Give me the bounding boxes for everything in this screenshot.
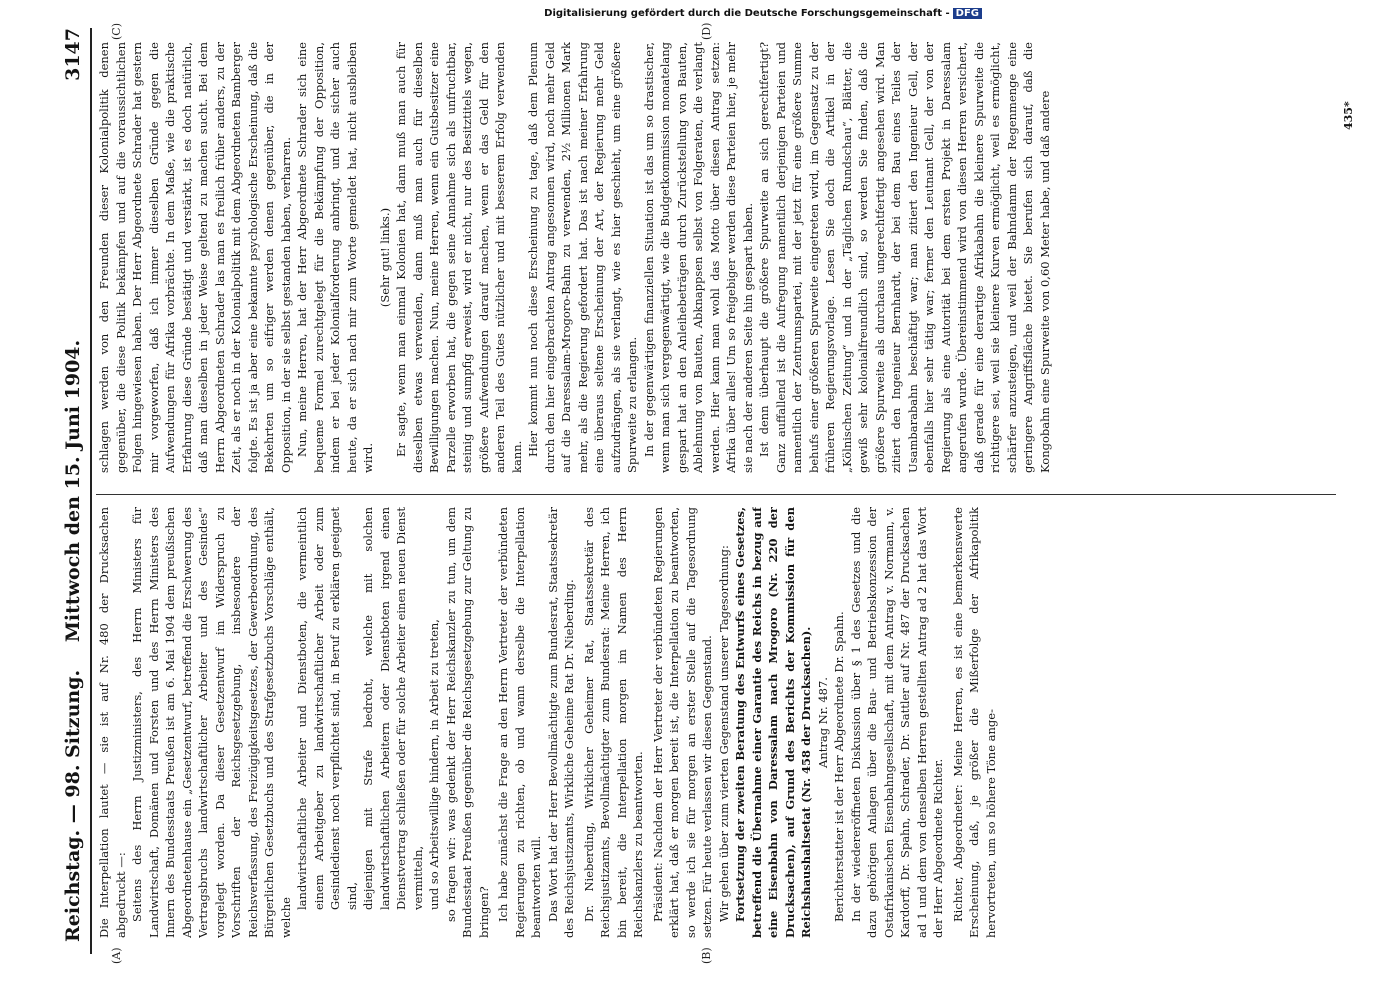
paragraph: Das Wort hat der Herr Bevollmächtigte zum Bundesrat, Staatssekretär des Reichsjustizamts, Wirkliche Geheime Rat Dr. Nieberding. bbox=[545, 507, 576, 938]
margin-marker-c: (C) bbox=[110, 23, 123, 40]
paragraph: (Sehr gut! links.) bbox=[377, 207, 392, 308]
paragraph: In der wiedereröffneten Diskussion über § 1 des Gesetzes und die dazu gehörigen Anlagen über die Bau- und Betriebskonzession der Ostafrikanischen Eisenbahngesellschaft, mit dem Antrag v. Normann, v. Kardorff, Dr. Spahn, Schrader, Dr. Sattler auf Nr. 487 der Drucksachen ad 1 und dem von denselben Herren gestellten Antrag ad 2 hat das Wort der Herr Abgeordnete Richter. bbox=[848, 507, 945, 938]
paragraph: so fragen wir: was gedenkt der Herr Reichskanzler zu tun, um dem Bundesstaat Preußen gegenüber die Reichsgesetzgebung zur Geltung zu bringen? bbox=[443, 507, 491, 938]
paragraph: schlagen werden von den Freunden dieser Kolonialpolitik denen gegenüber, die diese Politik bekämpfen und auf die voraussichtlichen Folgen hingewiesen haben. Der Herr Abgeordnete Schrader hat gestern mir vorgeworfen, daß ich immer dieselben Gründe gegen die Aufwendungen für Afrika vorbrächte. In dem Maße, wie die praktische Erfahrung diese Gründe bestätigt und verstärkt, ist es doch natürlich, daß man dieselben in jeder Weise geltend zu machen sucht. Bei dem Herrn Abgeordneten Schrader las man es freilich früher anders, zu der Zeit, als er noch in der Kolonialpolitik mit dem Abgeordneten Bamberger folgte. Es ist ja aber eine bekannte psychologische Erscheinung, daß die Bekehrten um so eifriger werden denen gegenüber, die in der Opposition, in der sie selbst gestanden haben, verharren. bbox=[97, 42, 293, 473]
right-column bbox=[96, 42, 1336, 473]
dfg-logo: DFG bbox=[953, 8, 982, 19]
page-header bbox=[56, 28, 92, 954]
paragraph: Nun, meine Herren, hat der Herr Abgeordnete Schrader sich eine bequeme Formel zurechtgelegt für die Bekämpfung der Opposition, indem er bei jeder Kolonialforderung anbringt, und die sicher auch heute, da er sich nach mir zum Worte gemeldet hat, nicht ausbleiben wird. bbox=[295, 42, 375, 473]
paragraph: Dr. Nieberding, Wirklicher Geheimer Rat, Staatssekretär des Reichsjustizamts, Bevollmächtigter zum Bundesrat: Meine Herren, ich bin bereit, die Interpellation morgen im Namen des Herrn Reichskanzlers zu beantworten. bbox=[581, 507, 645, 938]
paragraph: Er sagte, wenn man einmal Kolonien hat, dann muß man auch für dieselben etwas verwenden, dann muß man auch für dieselben Bewilligungen machen. Nun, meine Herren, wenn ein Gutsbesitzer eine Parzelle erworben hat, die gegen seine Annahme sich als unfruchtbar, steinig und sumpfig erweist, wird er nicht, nur des Besitztitels wegen, größere Aufwendungen darauf machen, wenn er das Geld für den anderen Teil des Gutes nützlicher und mit besserem Erfolg verwenden kann. bbox=[394, 42, 524, 473]
stamp-text: Digitalisierung gefördert durch die Deutsche Forschungsgemeinschaft - bbox=[544, 8, 950, 19]
paragraph: Wir gehen über zum vierten Gegenstand unserer Tagesordnung: bbox=[716, 545, 731, 922]
header-session: Reichstag. — 98. Sitzung. bbox=[62, 669, 84, 942]
paragraph: Hier kommt nun noch diese Erscheinung zu tage, daß dem Plenum durch den hier eingebrachten Antrag angesonnen wird, noch mehr Geld auf die Daressalam-Mrogoro-Bahn zu verwenden, 2½ Millionen Mark mehr, als die Regierung gefordert hat. Das ist nach meiner Erfahrung eine überaus seltene Erscheinung der Art, der Regierung mehr Geld aufzudrängen, als sie verlangt, wie es hier geschieht, um eine größere Spurweite zu erlangen. bbox=[526, 42, 639, 473]
paragraph: und so Arbeitswillige hindern, in Arbeit zu treten, bbox=[427, 619, 441, 910]
margin-marker-a: (A) bbox=[110, 947, 123, 964]
paragraph: Seitens des Herrn Justizministers, des Herrn Ministers für Landwirtschaft, Domänen und Forsten und des Herrn Ministers des Innern des Bundesstaats Preußen ist am 6. Mai 1904 dem preußischen Abgeordnetenhause ein „Gesetzentwurf, betreffend die Erschwerung des Vertragsbruchs landwirtschaftlicher Arbeiter und des Gesindes“ vorgelegt worden. Da dieser Gesetzentwurf im Widerspruch zu Vorschriften der Reichsgesetzgebung, insbesondere der Reichsverfassung, des Freizügigkeitsgesetzes, der Gewerbeordnung, des Bürgerlichen Gesetzbuchs und des Strafgesetzbuchs Vorschläge enthält, welche bbox=[130, 507, 293, 938]
agenda-item: Fortsetzung der zweiten Beratung des Entwurfs eines Gesetzes, betreffend die Übernahme einer Garantie des Reichs in bezug auf eine Eisenbahn von Daressalam nach Mrogoro (Nr. 220 der Drucksachen), auf Grund des Berichts der Kommission für den Reichshaushaltsetat (Nr. 458 der Drucksachen). bbox=[733, 507, 813, 938]
paragraph: Antrag Nr. 487. bbox=[815, 677, 830, 768]
paragraph: In der gegenwärtigen finanziellen Situation ist das um so drastischer, wenn man sich vergegenwärtigt, wie die Budgetkommission monatelang gespart hat an den Anleihebeträgen durch Zurückstellung von Bauten, Ablehnung von Bauten, Abknappsen selbst von Folgeraten, die verlangt werden. Hier kann man wohl das Motto über diesen Antrag setzen: Afrika über alles! Um so freigebiger werden diese Parteien hier, je mehr sie nach der anderen Seite hin gespart haben. bbox=[641, 42, 755, 473]
paragraph: Die Interpellation lautet — sie ist auf Nr. 480 der Drucksachen abgedruckt —: bbox=[97, 507, 128, 938]
column-divider bbox=[96, 494, 1336, 495]
paragraph: Richter, Abgeordneter: Meine Herren, es ist eine bemerkenswerte Erscheinung, daß, je größer die Mißerfolge der Afrikapolitik hervortreten, um so höhere Töne ange- bbox=[950, 507, 998, 938]
paragraph: Berichterstatter ist der Herr Abgeordnete Dr. Spahn. bbox=[832, 611, 846, 922]
paragraph: landwirtschaftliche Arbeiter und Dienstboten, die vermeintlich einem Arbeitgeber zu landwirtschaftlicher Arbeit oder zum Gesindedienst noch verpflichtet sind, in Beruf zu erklären geeignet sind, bbox=[295, 507, 359, 910]
paragraph: diejenigen mit Strafe bedroht, welche mit solchen landwirtschaftlichen Arbeitern oder Dienstboten irgend einen Dienstvertrag schließen oder für solche Arbeiter einen neuen Dienst vermitteln, bbox=[361, 507, 425, 910]
header-date: Mittwoch den 15. Juni 1904. bbox=[62, 339, 84, 643]
paragraph: Ist denn überhaupt die größere Spurweite an sich gerechtfertigt? Ganz auffallend ist die Aufregung namentlich derjenigen Parteien und namentlich der Zentrumspartei, mit der jetzt für eine größere Summe behufs einer größeren Spurweite eingetreten wird, im Gegensatz zu der früheren Regierungsvorlage. Lesen Sie doch die Artikel in der „Kölnischen Zeitung“ und in der „Täglichen Rundschau“, Blätter, die gewiß sehr kolonialfreundlich sind, so werden Sie finden, daß die größere Spurweite als durchaus ungerechtfertigt angesehen wird. Man zitiert den Ingenieur Bernhardt, der bei dem Bau eines Teiles der Usambarabahn beschäftigt war; man zitiert den Ingenieur Gell, der ebenfalls hier sehr tätig war; ferner den Leutnant Gell, der von der Regierung als eine Autorität bei dem ersten Projekt in Daressalam angerufen wurde. Übereinstimmend wird von diesen Herren versichert, daß gerade für eine derartige Afrikabahn die kleinere Spurweite die richtigere sei, weil sie kleinere Kurven ermöglicht, weil es ermöglicht, schärfer anzusteigen, und weil der Bahndamm der Regenmenge eine geringere Angriffsfläche bietet. Sie berufen sich darauf, daß die Kongobahn eine Spurweite von 0,60 Meter habe, und daß andere bbox=[757, 42, 1052, 473]
paragraph: Ich habe zunächst die Frage an den Herrn Vertreter der verbündeten Regierungen zu richten, ob und wann derselbe die Interpellation beantworten will. bbox=[496, 507, 543, 938]
paragraph: Präsident: Nachdem der Herr Vertreter der verbündeten Regierungen erklärt hat, daß er morgen bereit ist, die Interpellation zu beantworten, so werde ich sie für morgen an erster Stelle auf die Tagesordnung setzen. Für heute verlassen wir diesen Gegenstand. bbox=[650, 507, 714, 938]
margin-marker-b: (B) bbox=[700, 947, 713, 964]
left-column bbox=[96, 507, 1336, 938]
margin-marker-d: (D) bbox=[700, 22, 713, 40]
signature-mark: 435* bbox=[1342, 101, 1355, 130]
header-page-number: 3147 bbox=[62, 28, 84, 81]
